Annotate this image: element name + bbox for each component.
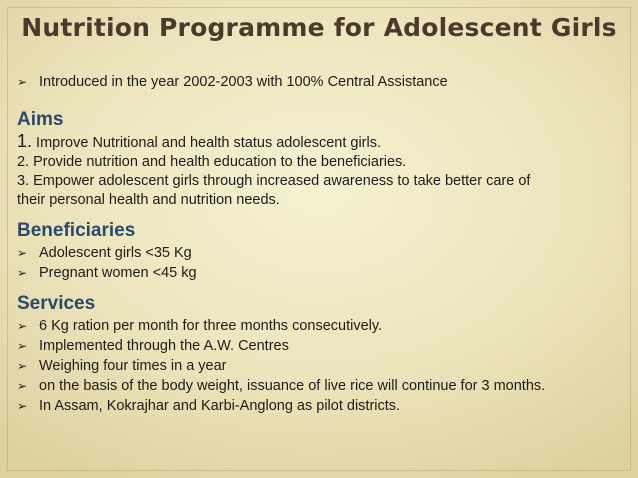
- arrowhead-bullet-icon: ➢: [17, 379, 28, 393]
- beneficiary-text: Pregnant women <45 kg: [39, 265, 197, 281]
- service-item: [17, 316, 617, 336]
- service-item: [17, 336, 617, 356]
- arrowhead-bullet-icon: ➢: [17, 75, 28, 89]
- beneficiaries-heading: Beneficiaries: [17, 220, 136, 241]
- aims-item-1: [17, 132, 617, 153]
- beneficiary-item: [17, 243, 617, 263]
- aims-item-3-line-2: their personal health and nutrition needs.: [17, 192, 280, 208]
- service-text: Implemented through the A.W. Centres: [39, 338, 289, 354]
- beneficiary-text: Adolescent girls <35 Kg: [39, 245, 192, 261]
- service-text: 6 Kg ration per month for three months consecutively.: [39, 318, 383, 334]
- arrowhead-bullet-icon: ➢: [17, 319, 28, 333]
- aims-item-1-number: 1.: [17, 131, 33, 151]
- aims-heading: Aims: [17, 109, 64, 130]
- service-text: Weighing four times in a year: [39, 358, 227, 374]
- intro-bullet: [17, 72, 617, 92]
- beneficiary-item: [17, 263, 617, 283]
- aims-item-3-line-1: 3. Empower adolescent girls through increased awareness to take better care of: [17, 173, 531, 189]
- arrowhead-bullet-icon: ➢: [17, 399, 28, 413]
- intro-text: Introduced in the year 2002-2003 with 100% Central Assistance: [39, 74, 448, 90]
- service-text: In Assam, Kokrajhar and Karbi-Anglong as pilot districts.: [39, 398, 401, 414]
- services-heading: Services: [17, 293, 96, 314]
- aims-item-1-text: Improve Nutritional and health status adolescent girls.: [32, 135, 382, 151]
- arrowhead-bullet-icon: ➢: [17, 246, 28, 260]
- service-item: [17, 376, 617, 396]
- arrowhead-bullet-icon: ➢: [17, 266, 28, 280]
- arrowhead-bullet-icon: ➢: [17, 359, 28, 373]
- service-text: on the basis of the body weight, issuance of live rice will continue for 3 months.: [39, 378, 546, 394]
- service-item: [17, 356, 617, 376]
- service-item: [17, 396, 617, 416]
- slide-title: Nutrition Programme for Adolescent Girls: [21, 13, 617, 42]
- slide-content: [17, 72, 617, 416]
- arrowhead-bullet-icon: ➢: [17, 339, 28, 353]
- aims-item-2: 2. Provide nutrition and health education to the beneficiaries.: [17, 154, 407, 170]
